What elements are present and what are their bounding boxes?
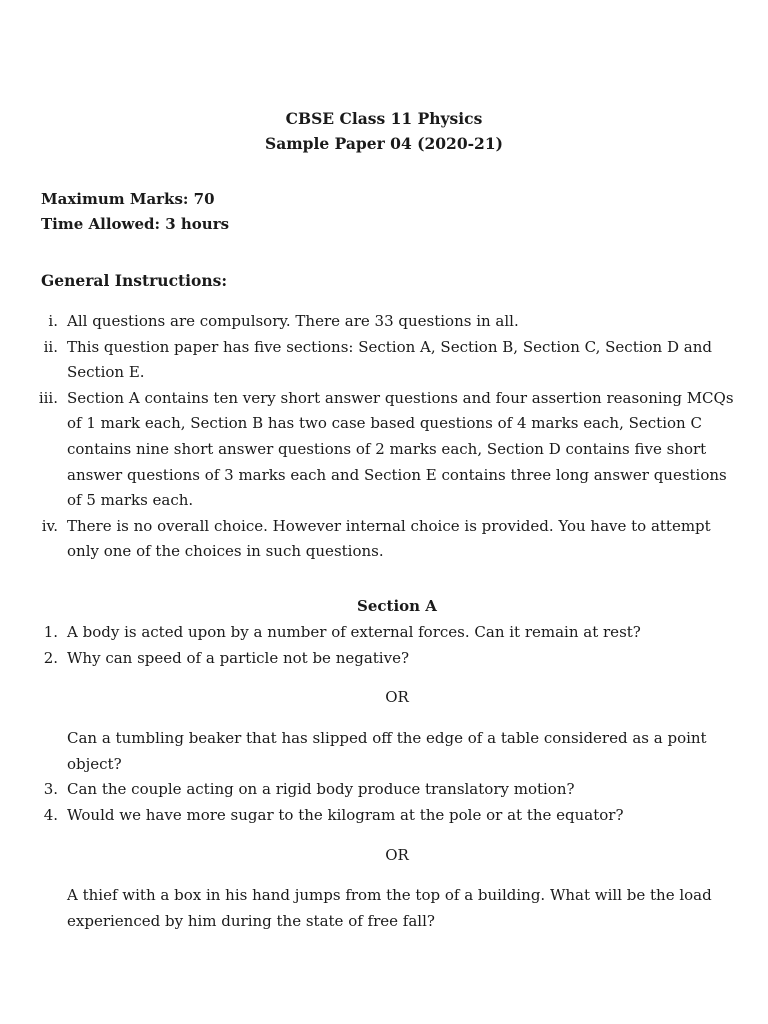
- paper-subtitle: Sample Paper 04 (2020-21): [265, 134, 503, 153]
- section-a-title: Section A: [357, 597, 437, 615]
- instructions-list: [0, 309, 768, 565]
- instruction-text: This question paper has five sections: Section A, Section B, Section C, Section D and Section E.: [67, 337, 712, 382]
- instruction-marker: iv.: [41, 516, 58, 535]
- or-separator: OR: [385, 688, 409, 706]
- instruction-marker: ii.: [43, 337, 58, 356]
- instruction-marker: iii.: [38, 388, 58, 407]
- question-item: [0, 777, 768, 803]
- alternative-question: A thief with a box in his hand jumps from the top of a building. What will be the load experienced by him during the state of free fall?: [67, 886, 712, 930]
- or-separator: OR: [385, 846, 409, 864]
- question-text: Can the couple acting on a rigid body produce translatory motion?: [67, 780, 575, 798]
- instruction-text: All questions are compulsory. There are 33 questions in all.: [67, 312, 519, 330]
- question-list: [0, 777, 768, 828]
- instruction-marker: i.: [48, 312, 58, 330]
- question-item: [0, 803, 768, 829]
- question-text: Would we have more sugar to the kilogram at the pole or at the equator?: [67, 805, 624, 824]
- question-text: A body is acted upon by a number of external forces. Can it remain at rest?: [67, 623, 641, 641]
- question-number: 4.: [43, 805, 58, 824]
- question-number: 3.: [43, 780, 58, 798]
- instruction-item: [0, 386, 768, 514]
- time-allowed: Time Allowed: 3 hours: [41, 215, 230, 233]
- question-number: 1.: [43, 623, 58, 641]
- instruction-text: There is no overall choice. However internal choice is provided. You have to attempt only one of the choices in such questions.: [67, 516, 711, 561]
- question-number: 2.: [43, 648, 58, 667]
- instruction-item: [0, 514, 768, 565]
- instruction-item: [0, 335, 768, 386]
- instructions-heading: General Instructions:: [41, 271, 228, 290]
- question-list: [0, 620, 768, 671]
- question-item: [0, 620, 768, 646]
- instruction-item: [0, 309, 768, 335]
- maximum-marks: Maximum Marks: 70: [41, 190, 215, 208]
- alternative-question: Can a tumbling beaker that has slipped off the edge of a table considered as a point object?: [67, 729, 707, 773]
- paper-title: CBSE Class 11 Physics: [285, 109, 483, 128]
- question-item: [0, 646, 768, 672]
- question-text: Why can speed of a particle not be negative?: [67, 648, 409, 667]
- instruction-text: Section A contains ten very short answer questions and four assertion reasoning MCQs of 1 mark each, Section B has two case based questions of 4 marks each, Section C contains nine short answer questions of 2 marks each, Section D contains five short answer questions of 3 marks each and Section E contains three long answer questions of 5 marks each.: [67, 388, 734, 510]
